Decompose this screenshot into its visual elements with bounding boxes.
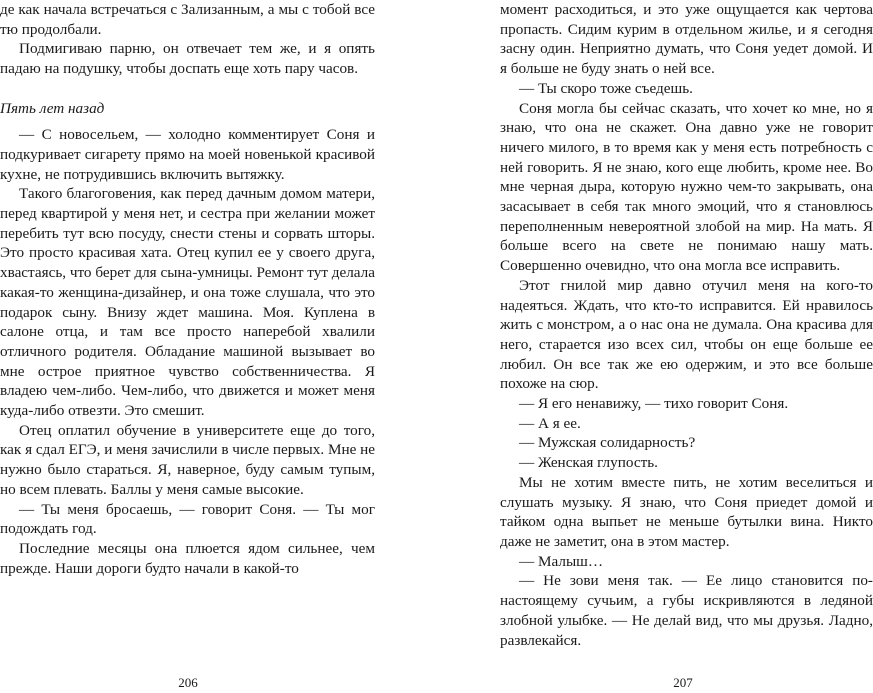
paragraph: Этот гнилой мир давно отучил меня на кого-то надеяться. Ждать, что кто-то исправится. Ей нравилось жить с монстром, а о нас она не думала. Она красива для него, старается изо всех сил, чтобы он еще больше ее любил. Он все так же ею одержим, и это все больше похоже на сюр.: [500, 276, 873, 393]
left-page-text: [0, 0, 375, 578]
paragraph: — Я его ненавижу, — тихо говорит Соня.: [519, 395, 789, 413]
paragraph: — Мужская солидарность?: [519, 434, 696, 452]
paragraph: — Ты меня бросаешь, — говорит Соня. — Ты мог подождать год.: [0, 500, 375, 538]
paragraph: Отец оплатил обучение в университете еще до того, как я сдал ЕГЭ, и меня зачислили в числе первых. Мне не нужно было стараться. Я, наверное, буду самым тупым, но всем плевать. Баллы у меня самые высокие.: [0, 421, 375, 498]
paragraph: — Женская глупость.: [519, 454, 658, 472]
paragraph: Мы не хотим вместе пить, не хотим веселиться и слушать музыку. Я знаю, что Соня приедет домой и тайком одна выпьет не меньше бутылки вина. Никто даже не заметит, она в этом мастер.: [500, 473, 873, 550]
right-page-text: [500, 0, 873, 650]
right-page: [500, 0, 873, 650]
paragraph: момент расходиться, и это уже ощущается как чертова пропасть. Сидим курим в отдельном жилье, и я сегодня засну один. Неприятно думать, что Соня уедет домой. И я больше не буду знать о ней все.: [500, 1, 873, 78]
paragraph: — Ты скоро тоже съедешь.: [519, 79, 693, 97]
paragraph: Последние месяцы она плюется ядом сильнее, чем прежде. Наши дороги будто начали в какой-то: [0, 539, 375, 577]
left-page: [0, 0, 375, 578]
section-heading: Пять лет назад: [0, 99, 105, 117]
page-number-left: 206: [178, 675, 198, 690]
paragraph: — А я ее.: [519, 414, 581, 432]
page-number-right: 207: [673, 675, 693, 690]
paragraph: Соня могла бы сейчас сказать, что хочет ко мне, но я знаю, что она не скажет. Она давно уже не говорит ничего милого, в то время как у меня есть потребность с ней говорить. Я не знаю, кого еще любить, кроме нее. Во мне черная дыра, которую нужно чем-то закрывать, она засасывает в себя так много эмоций, что я становлюсь переполненным невероятной злобой на мир. На мать. Я больше всего на свете не понимаю нашу мать. Совершенно очевидно, что она могла все исправить.: [500, 99, 873, 275]
paragraph: Подмигиваю парню, он отвечает тем же, и я опять падаю на подушку, чтобы доспать еще хоть пару часов.: [0, 40, 375, 78]
paragraph: — Не зови меня так. — Ее лицо становится по-настоящему сучьим, а губы искривляются в ледяной злобной улыбке. — Не делай вид, что мы друзья. Ладно, развлекайся.: [500, 572, 873, 649]
paragraph: — С новосельем, — холодно комментирует Соня и подкуривает сигарету прямо на моей новенькой красивой кухне, не потрудившись включить вытяжку.: [0, 126, 375, 183]
paragraph: — Малыш…: [519, 552, 604, 570]
paragraph: Такого благоговения, как перед дачным домом матери, перед квартирой у меня нет, и сестра при желании может перебить тут всю посуду, снести стены и сорвать шторы. Это просто красивая хата. Отец купил ее у своего друга, хвастаясь, что берет для сына-умницы. Ремонт тут делала какая-то женщина-дизайнер, и она тоже слушала, что это подарок сыну. Внизу ждет машина. Моя. Куплена в салоне отца, и там все просто наперебой хвалили отличного родителя. Обладание машиной вызывает во мне острое приятное чувство собственничества. Я владею чем-либо. Чем-либо, что движется и может меня куда-либо отвезти. Это смешит.: [0, 185, 375, 420]
paragraph: де как начала встречаться с Зализанным, а мы с тобой все тю продолбали.: [0, 1, 375, 38]
